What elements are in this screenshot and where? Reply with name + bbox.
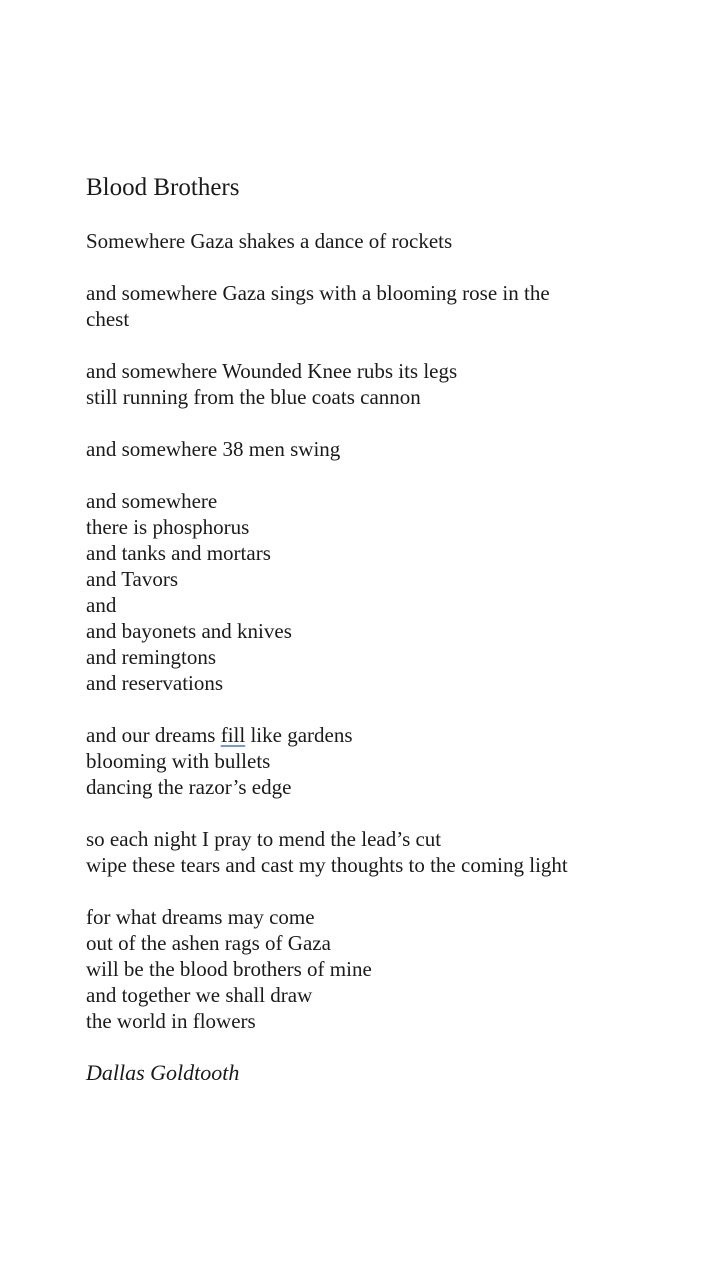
poem-author: Dallas Goldtooth — [86, 1060, 240, 1085]
stanza-5 — [86, 488, 646, 696]
stanza-1 — [86, 228, 646, 254]
stanza-8 — [86, 904, 646, 1034]
stanza-4 — [86, 436, 646, 462]
poem-line: for what dreams may come — [86, 905, 315, 929]
stanza-2 — [86, 280, 646, 332]
underlined-word: fill — [220, 723, 246, 747]
poem-line: and bayonets and knives — [86, 619, 292, 643]
poem-line: and somewhere Gaza sings with a blooming rose in the chest — [86, 281, 550, 331]
poem-line: and somewhere 38 men swing — [86, 437, 341, 461]
poem-line-with-underline — [86, 722, 646, 748]
poem-line: and together we shall draw — [86, 983, 313, 1007]
poem-line: and somewhere — [86, 489, 218, 513]
poem-line: blooming with bullets — [86, 749, 271, 773]
stanza-7 — [86, 826, 646, 878]
poem-line: the world in flowers — [86, 1009, 256, 1033]
poem-line: still running from the blue coats cannon — [86, 385, 421, 409]
poem-line: and — [86, 593, 117, 617]
poem-title: Blood Brothers — [86, 174, 240, 201]
poem-line: and remingtons — [86, 645, 217, 669]
poem-text-fragment: like gardens — [245, 723, 353, 747]
poem-line: will be the blood brothers of mine — [86, 957, 372, 981]
poem-text-fragment: and our dreams — [86, 723, 221, 747]
poem-document — [86, 171, 646, 1086]
poem-line: Somewhere Gaza shakes a dance of rockets — [86, 229, 453, 253]
stanza-3 — [86, 358, 646, 410]
poem-line: there is phosphorus — [86, 515, 250, 539]
stanza-6 — [86, 722, 646, 800]
poem-line: and tanks and mortars — [86, 541, 271, 565]
poem-line: and somewhere Wounded Knee rubs its legs — [86, 359, 458, 383]
poem-line: and Tavors — [86, 567, 179, 591]
poem-line: dancing the razor’s edge — [86, 775, 292, 799]
poem-line: so each night I pray to mend the lead’s cut — [86, 827, 442, 851]
poem-line: wipe these tears and cast my thoughts to the coming light — [86, 853, 568, 877]
poem-line: out of the ashen rags of Gaza — [86, 931, 331, 955]
poem-line: and reservations — [86, 671, 224, 695]
